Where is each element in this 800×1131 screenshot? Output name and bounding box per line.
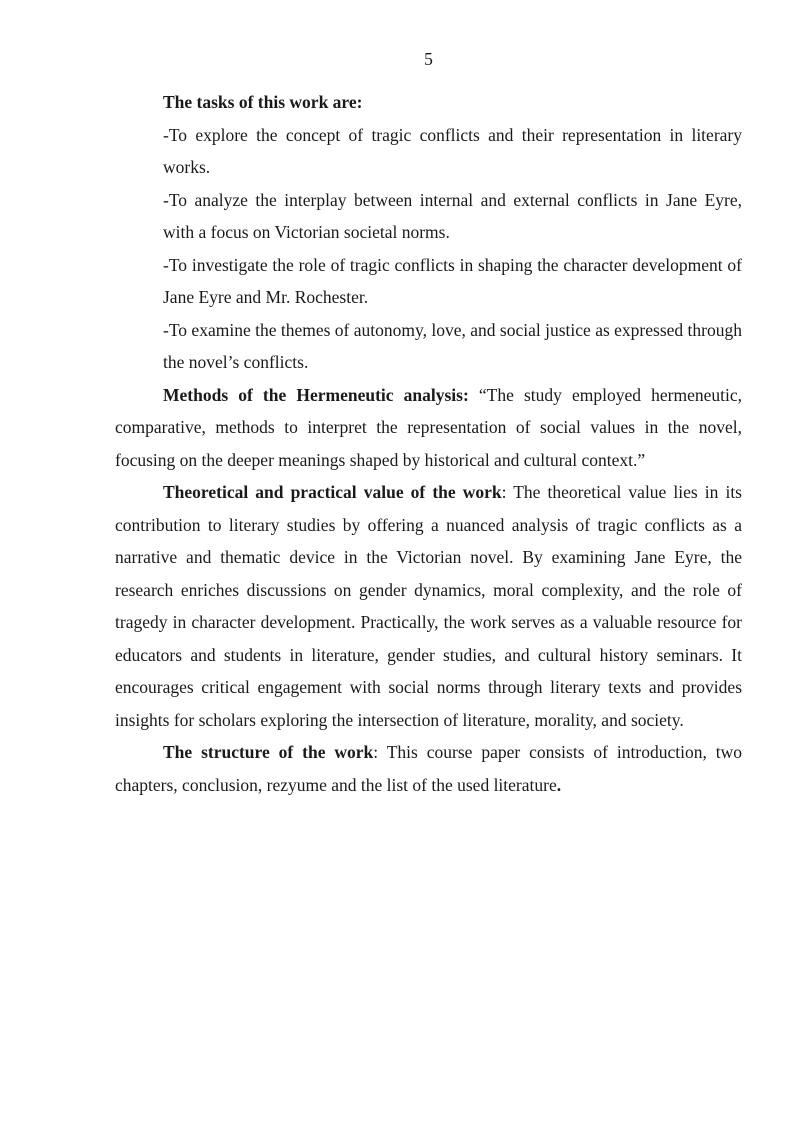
tasks-section — [163, 86, 742, 119]
value-text: : The theoretical value lies in its contribution to literary studies by offering a nuanced analysis of tragic conflicts as a narrative and thematic device in the Victorian novel. By examining Jane Eyre, the research enriches discussions on gender dynamics, moral complexity, and the role of tragedy in character development. Practically, the work serves as a valuable resource for educators and students in literature, gender studies, and cultural history seminars. It encourages critical engagement with social norms through literary texts and provides insights for scholars exploring the intersection of literature, morality, and society. — [115, 482, 742, 730]
tasks-heading: The tasks of this work are: — [163, 92, 363, 112]
value-heading: Theoretical and practical value of the work — [163, 482, 502, 502]
page-number: 5 — [424, 49, 433, 69]
page-body — [115, 86, 742, 801]
methods-paragraph — [115, 379, 742, 477]
task-item: -To examine the themes of autonomy, love, and social justice as expressed through the novel’s conflicts. — [163, 319, 742, 372]
structure-text: : This course paper consists of introduction, two chapters, conclusion, rezyume and the list of the used literature — [115, 742, 742, 795]
structure-end-mark: . — [556, 774, 562, 795]
methods-text: “The study employed hermeneutic, comparative, methods to interpret the representation of social values in the novel, focusing on the deeper meanings shaped by historical and cultural context.” — [115, 384, 742, 470]
structure-heading: The structure of the work — [163, 742, 374, 762]
value-paragraph — [115, 476, 742, 736]
task-item: -To analyze the interplay between internal and external conflicts in Jane Eyre, with a focus on Victorian societal norms. — [163, 189, 742, 242]
methods-heading: Methods of the Hermeneutic analysis: — [163, 384, 469, 405]
task-item: -To explore the concept of tragic conflicts and their representation in literary works. — [163, 124, 742, 177]
task-item: -To investigate the role of tragic conflicts in shaping the character development of Jane Eyre and Mr. Rochester. — [163, 254, 742, 307]
structure-paragraph — [115, 736, 742, 801]
